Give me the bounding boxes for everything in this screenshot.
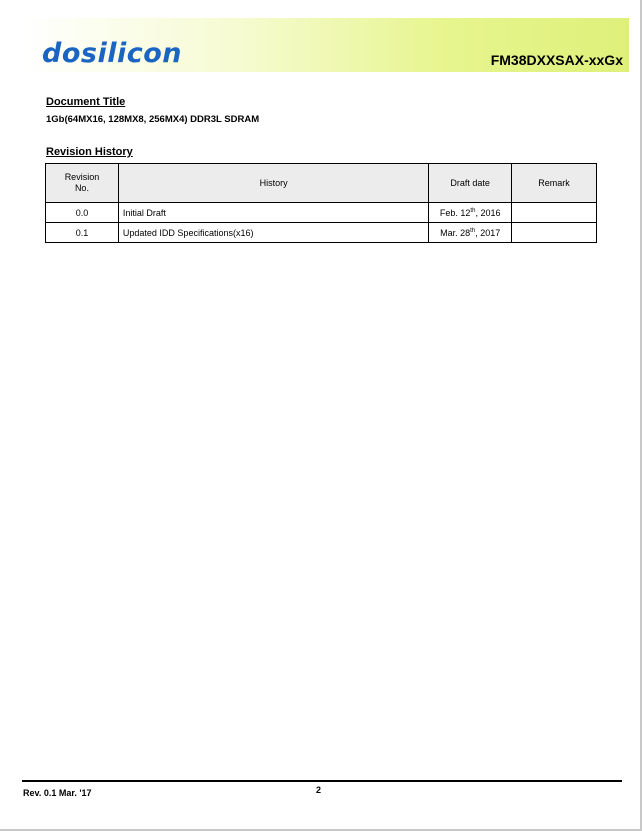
cell-revision: 0.0 (46, 203, 119, 223)
date-day: Feb. 12 (439, 207, 471, 218)
column-header-revision (46, 164, 119, 203)
date-day: Mar. 28 (440, 227, 471, 238)
page-number: 2 (316, 785, 322, 795)
document-title-text: 1Gb(64MX16, 128MX8, 256MX4) DDR3L SDRAM (46, 114, 260, 125)
date-ordinal: th (470, 227, 476, 234)
document-title-heading: Document Title (46, 96, 126, 108)
column-header-revision-line1: Revision (64, 172, 100, 182)
cell-remark (512, 223, 597, 243)
date-year: , 2017 (475, 227, 501, 238)
column-header-revision-line2: No. (74, 183, 89, 193)
table-header-row (46, 164, 597, 203)
cell-remark (512, 203, 597, 223)
column-header-history: History (118, 164, 428, 203)
revision-history-table (45, 163, 597, 243)
cell-draft-date (429, 203, 512, 223)
footer-rule (22, 780, 622, 782)
date-year: , 2016 (475, 207, 501, 218)
column-header-draft-date: Draft date (429, 164, 512, 203)
table-row (46, 203, 597, 223)
cell-history: Initial Draft (118, 203, 428, 223)
date-ordinal: th (470, 207, 476, 214)
company-logo: dosilicon (42, 38, 182, 69)
revision-history-heading: Revision History (46, 146, 133, 158)
footer-revision: Rev. 0.1 Mar. '17 (23, 788, 92, 798)
part-number: FM38DXXSAX-xxGx (490, 52, 623, 68)
cell-history: Updated IDD Specifications(x16) (118, 223, 428, 243)
table-row (46, 223, 597, 243)
cell-revision: 0.1 (46, 223, 119, 243)
column-header-remark: Remark (512, 164, 597, 203)
cell-draft-date (429, 223, 512, 243)
